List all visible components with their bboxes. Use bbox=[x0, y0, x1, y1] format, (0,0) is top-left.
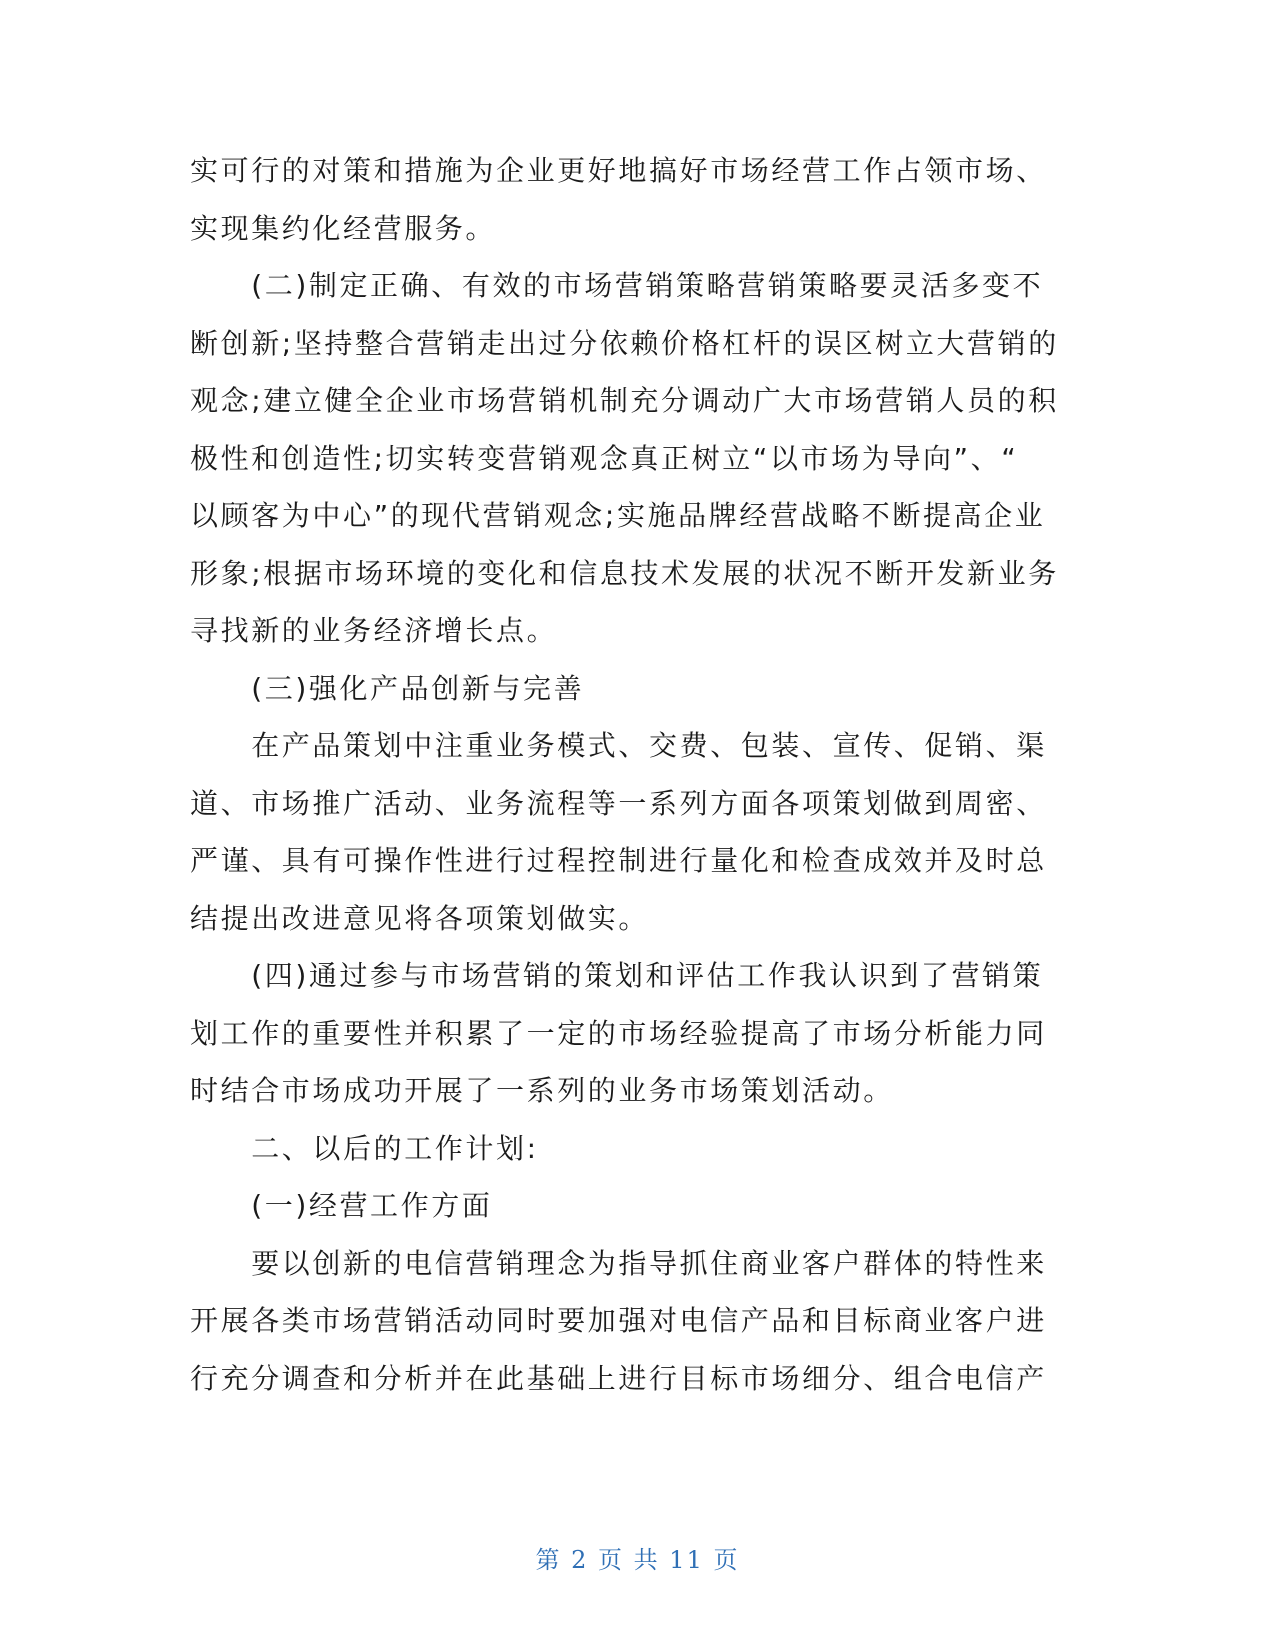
text-line: 时结合市场成功开展了一系列的业务市场策划活动。 bbox=[190, 1074, 894, 1107]
document-body bbox=[190, 142, 1090, 1407]
text-line: 结提出改进意见将各项策划做实。 bbox=[190, 901, 650, 935]
text-line: 观念;建立健全企业市场营销机制充分调动广大市场营销人员的积 bbox=[190, 384, 1059, 417]
text-line: 以顾客为中心”的现代营销观念;实施品牌经营战略不断提高企业 bbox=[190, 499, 1046, 532]
text-line: 在产品策划中注重业务模式、交费、包装、宣传、促销、渠 bbox=[190, 729, 1047, 762]
text-line: 开展各类市场营销活动同时要加强对电信产品和目标商业客户进 bbox=[190, 1304, 1047, 1337]
text-line: 二、以后的工作计划: bbox=[190, 1131, 539, 1165]
text-line: (四)通过参与市场营销的策划和评估工作我认识到了营销策 bbox=[190, 959, 1044, 992]
text-line: 行充分调查和分析并在此基础上进行目标市场细分、组合电信产 bbox=[190, 1361, 1047, 1395]
text-line: 要以创新的电信营销理念为指导抓住商业客户群体的特性来 bbox=[190, 1246, 1047, 1280]
text-line: (二)制定正确、有效的市场营销策略营销策略要灵活多变不 bbox=[190, 269, 1044, 302]
text-line: 形象;根据市场环境的变化和信息技术发展的状况不断开发新业务 bbox=[190, 556, 1059, 590]
text-line: (三)强化产品创新与完善 bbox=[190, 671, 585, 705]
text-line: 实可行的对策和措施为企业更好地搞好市场经营工作占领市场、 bbox=[190, 154, 1047, 187]
text-line: 道、市场推广活动、业务流程等一系列方面各项策划做到周密、 bbox=[190, 786, 1047, 820]
text-line: 断创新;坚持整合营销走出过分依赖价格杠杆的误区树立大营销的 bbox=[190, 326, 1059, 360]
text-line: 严谨、具有可操作性进行过程控制进行量化和检查成效并及时总 bbox=[190, 844, 1047, 877]
text-line: 寻找新的业务经济增长点。 bbox=[190, 614, 558, 647]
text-line: (一)经营工作方面 bbox=[190, 1189, 493, 1222]
text-line: 实现集约化经营服务。 bbox=[190, 211, 497, 245]
page-number-footer: 第 2 页 共 11 页 bbox=[535, 1546, 740, 1574]
text-line: 极性和创造性;切实转变营销观念真正树立“以市场为导向”、“ bbox=[190, 441, 1019, 475]
text-line: 划工作的重要性并积累了一定的市场经验提高了市场分析能力同 bbox=[190, 1016, 1047, 1050]
